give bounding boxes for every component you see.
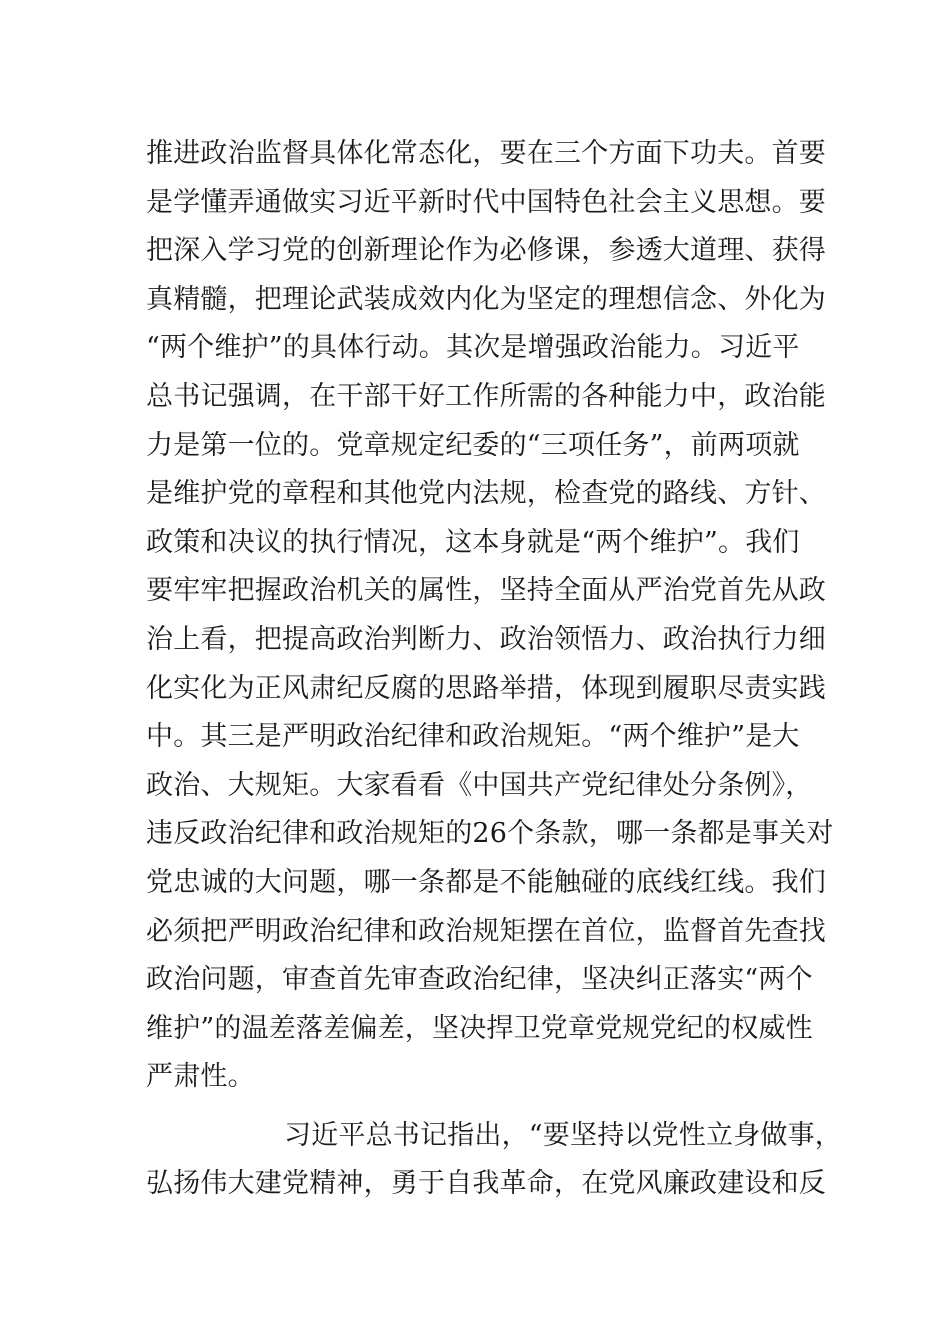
text-line: 政策和决议的执行情况，这本身就是“两个维护”。我们 bbox=[146, 526, 800, 558]
text-line-indented: 习近平总书记指出，“要坚持以党性立身做事， bbox=[284, 1119, 843, 1151]
text-line: 弘扬伟大建党精神，勇于自我革命，在党风廉政建设和反 bbox=[146, 1168, 826, 1200]
text-line: 政治问题，审查首先审查政治纪律，坚决纠正落实“两个 bbox=[146, 964, 813, 996]
text-line: 把深入学习党的创新理论作为必修课，参透大道理、获得 bbox=[146, 235, 826, 267]
text-line: 违反政治纪律和政治规矩的26个条款，哪一条都是事关对 bbox=[146, 818, 834, 850]
text-line: 是学懂弄通做实习近平新时代中国特色社会主义思想。要 bbox=[146, 186, 826, 218]
paragraph-2 bbox=[146, 1112, 846, 1209]
text-line: 维护”的温差落差偏差，坚决捍卫党章党规党纪的权威性 bbox=[146, 1012, 813, 1044]
text-line: 严肃性。 bbox=[146, 1061, 255, 1093]
text-line: “两个维护”的具体行动。其次是增强政治能力。习近平 bbox=[146, 332, 800, 364]
text-line: 化实化为正风肃纪反腐的思路举措，体现到履职尽责实践 bbox=[146, 672, 826, 704]
body-text bbox=[146, 130, 846, 1209]
text-line: 总书记强调，在干部干好工作所需的各种能力中，政治能 bbox=[146, 380, 826, 412]
text-line: 真精髓，把理论武装成效内化为坚定的理想信念、外化为 bbox=[146, 283, 826, 315]
text-line: 要牢牢把握政治机关的属性，坚持全面从严治党首先从政 bbox=[146, 575, 826, 607]
paragraph-gap bbox=[146, 1102, 846, 1112]
text-line: 政治、大规矩。大家看看《中国共产党纪律处分条例》， bbox=[146, 769, 813, 801]
text-line: 党忠诚的大问题，哪一条都是不能触碰的底线红线。我们 bbox=[146, 866, 826, 898]
text-line: 必须把严明政治纪律和政治规矩摆在首位，监督首先查找 bbox=[146, 915, 826, 947]
text-line: 中。其三是严明政治纪律和政治规矩。“两个维护”是大 bbox=[146, 721, 800, 753]
text-line: 是维护党的章程和其他党内法规，检查党的路线、方针、 bbox=[146, 478, 826, 510]
paragraph-1 bbox=[146, 130, 846, 1102]
text-line: 治上看，把提高政治判断力、政治领悟力、政治执行力细 bbox=[146, 623, 826, 655]
text-line: 力是第一位的。党章规定纪委的“三项任务”，前两项就 bbox=[146, 429, 800, 461]
text-line: 推进政治监督具体化常态化，要在三个方面下功夫。首要 bbox=[146, 138, 826, 169]
